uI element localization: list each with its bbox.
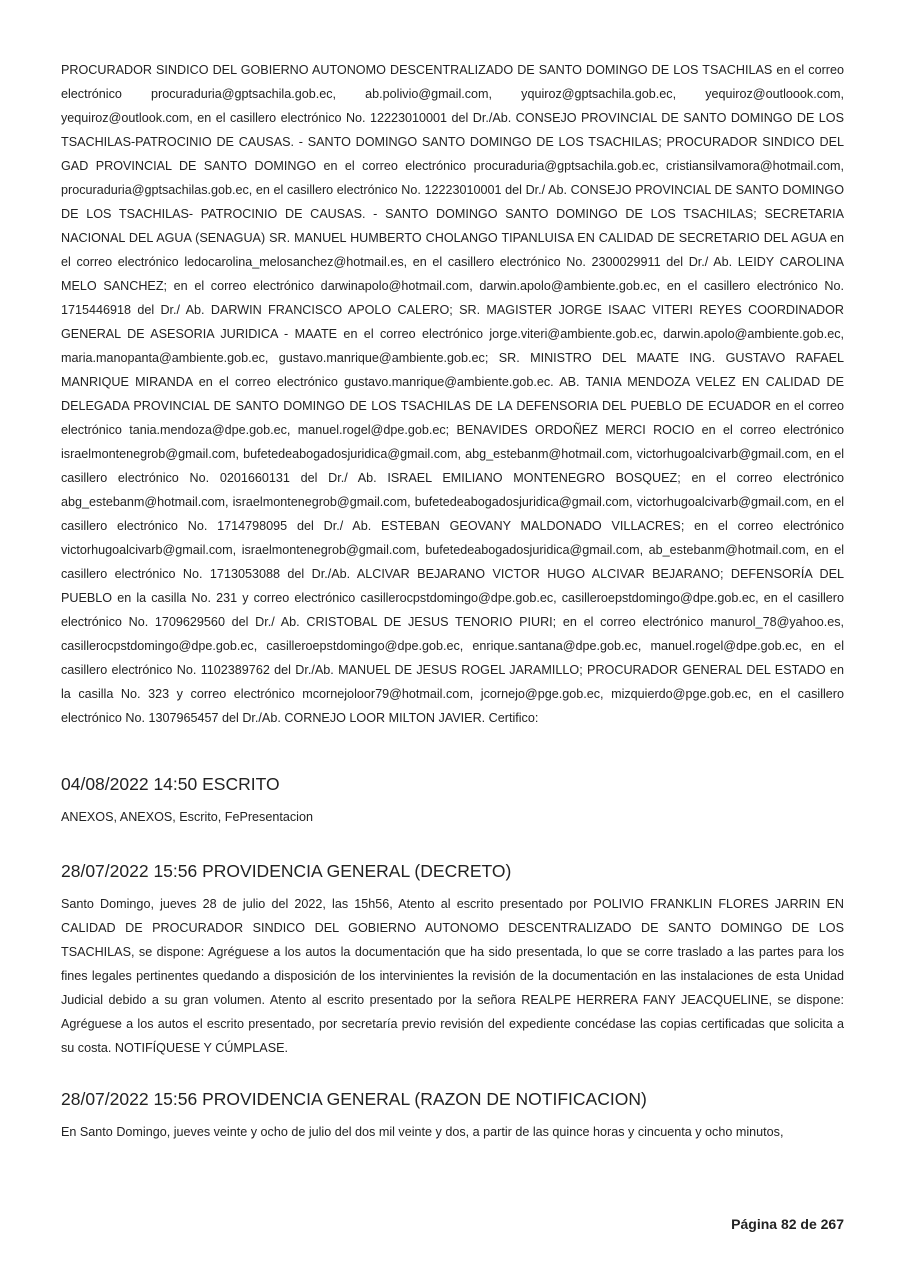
entry-heading-escrito: 04/08/2022 14:50 ESCRITO [61,774,280,794]
entry-body-decreto: Santo Domingo, jueves 28 de julio del 2022, las 15h56, Atento al escrito presentado por POLIVIO FRANKLIN FLORES JARRIN EN CALIDAD DE PROCURADOR SINDICO DEL GOBIERNO AUTONOMO DESCENTRALIZADO DE SANTO DOMINGO DE LOS TSACHILAS, se dispone: Agréguese a los autos la documentación que ha sido presentada, lo que se corre traslado a las partes para los fines legales pertinentes quedando a disposición de los intervinientes la revisión de la documentación en las instalaciones de esta Unidad Judicial debido a su gran volumen. Atento al escrito presentado por la señora REALPE HERRERA FANY JEACQUELINE, se dispone: Agréguese a los autos el escrito presentado, por secretaría previo revisión del expediente concédase las copias certificadas que solicita a su costa. NOTIFÍQUESE Y CÚMPLASE. [61,897,844,1055]
document-page [61,58,844,1144]
entry-heading-razon-notificacion: 28/07/2022 15:56 PROVIDENCIA GENERAL (RAZON DE NOTIFICACION) [61,1089,647,1109]
entry-heading-decreto: 28/07/2022 15:56 PROVIDENCIA GENERAL (DECRETO) [61,861,512,881]
page-number: Página 82 de 267 [731,1216,844,1232]
intro-paragraph: PROCURADOR SINDICO DEL GOBIERNO AUTONOMO DESCENTRALIZADO DE SANTO DOMINGO DE LOS TSACHILAS en el correo electrónico procuraduria@gptsachila.gob.ec, ab.polivio@gmail.com, yquiroz@gptsachila.gob.ec, yequiroz@outloook.com, yequiroz@outlook.com, en el casillero electrónico No. 12223010001 del Dr./Ab. CONSEJO PROVINCIAL DE SANTO DOMINGO DE LOS TSACHILAS-PATROCINIO DE CAUSAS. - SANTO DOMINGO SANTO DOMINGO DE LOS TSACHILAS; PROCURADOR SINDICO DEL GAD PROVINCIAL DE SANTO DOMINGO en el correo electrónico procuraduria@gptsachila.gob.ec, cristiansilvamora@hotmail.com, procuraduria@gptsachilas.gob.ec, en el casillero electrónico No. 12223010001 del Dr./ Ab. CONSEJO PROVINCIAL DE SANTO DOMINGO DE LOS TSACHILAS- PATROCINIO DE CAUSAS. - SANTO DOMINGO SANTO DOMINGO DE LOS TSACHILAS; SECRETARIA NACIONAL DEL AGUA (SENAGUA) SR. MANUEL HUMBERTO CHOLANGO TIPANLUISA EN CALIDAD DE SECRETARIO DEL AGUA en el correo electrónico ledocarolina_melosanchez@hotmail.es, en el casillero electrónico No. 2300029911 del Dr./ Ab. LEIDY CAROLINA MELO SANCHEZ; en el correo electrónico darwinapolo@hotmail.com, darwin.apolo@ambiente.gob.ec, en el casillero electrónico No. 1715446918 del Dr./ Ab. DARWIN FRANCISCO APOLO CALERO; SR. MAGISTER JORGE ISAAC VITERI REYES COORDINADOR GENERAL DE ASESORIA JURIDICA - MAATE en el correo electrónico jorge.viteri@ambiente.gob.ec, darwin.apolo@ambiente.gob.ec, maria.manopanta@ambiente.gob.ec, gustavo.manrique@ambiente.gob.ec; SR. MINISTRO DEL MAATE ING. GUSTAVO RAFAEL MANRIQUE MIRANDA en el correo electrónico gustavo.manrique@ambiente.gob.ec. AB. TANIA MENDOZA VELEZ EN CALIDAD DE DELEGADA PROVINCIAL DE SANTO DOMINGO DE LOS TSACHILAS DE LA DEFENSORIA DEL PUEBLO DE ECUADOR en el correo electrónico tania.mendoza@dpe.gob.ec, manuel.rogel@dpe.gob.ec; BENAVIDES ORDOÑEZ MERCI ROCIO en el correo electrónico israelmontenegrob@gmail.com, bufetedeabogadosjuridica@gmail.com, abg_estebanm@hotmail.com, victorhugoalcivarb@gmail.com, en el casillero electrónico No. 0201660131 del Dr./ Ab. ISRAEL EMILIANO MONTENEGRO BOSQUEZ; en el correo electrónico abg_estebanm@hotmail.com, israelmontenegrob@gmail.com, bufetedeabogadosjuridica@gmail.com, victorhugoalcivarb@gmail.com, en el casillero electrónico No. 1714798095 del Dr./ Ab. ESTEBAN GEOVANY MALDONADO VILLACRES; en el correo electrónico victorhugoalcivarb@gmail.com, israelmontenegrob@gmail.com, bufetedeabogadosjuridica@gmail.com, ab_estebanm@hotmail.com, en el casillero electrónico No. 1713053088 del Dr./Ab. ALCIVAR BEJARANO VICTOR HUGO ALCIVAR BEJARANO; DEFENSORÍA DEL PUEBLO en la casilla No. 231 y correo electrónico casillerocpstdomingo@dpe.gob.ec, casilleroepstdomingo@dpe.gob.ec, en el casillero electrónico No. 1709629560 del Dr./ Ab. CRISTOBAL DE JESUS TENORIO PIURI; en el correo electrónico manurol_78@yahoo.es, casillerocpstdomingo@dpe.gob.ec, casilleroepstdomingo@dpe.gob.ec, enrique.santana@dpe.gob.ec, manuel.rogel@dpe.gob.ec, en el casillero electrónico No. 1102389762 del Dr./Ab. MANUEL DE JESUS ROGEL JARAMILLO; PROCURADOR GENERAL DEL ESTADO en la casilla No. 323 y correo electrónico mcornejoloor79@hotmail.com, jcornejo@pge.gob.ec, mizquierdo@pge.gob.ec, en el casillero electrónico No. 1307965457 del Dr./Ab. CORNEJO LOOR MILTON JAVIER. Certifico: [61,63,844,725]
entry-body-escrito: ANEXOS, ANEXOS, Escrito, FePresentacion [61,810,313,824]
entry-body-razon-notificacion: En Santo Domingo, jueves veinte y ocho de julio del dos mil veinte y dos, a partir de las quince horas y cincuenta y ocho minutos, [61,1125,784,1139]
